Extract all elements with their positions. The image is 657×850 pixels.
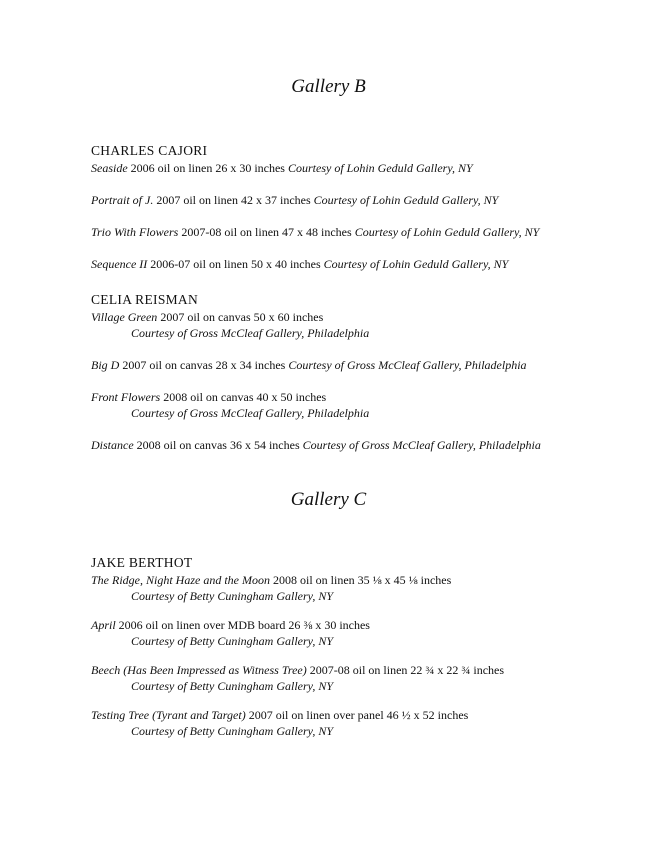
artwork-courtesy: Courtesy of Betty Cuningham Gallery, NY — [131, 724, 333, 738]
artwork-entry — [91, 224, 611, 240]
artwork-details: 2008 oil on canvas 36 x 54 inches — [136, 438, 300, 452]
artwork-courtesy: Courtesy of Betty Cuningham Gallery, NY — [131, 634, 333, 648]
artwork-details: 2007 oil on linen over panel 46 ½ x 52 inches — [248, 708, 469, 722]
artwork-title: Village Green — [91, 310, 158, 324]
artist-block-cajori — [91, 143, 611, 272]
artwork-entry — [91, 572, 611, 604]
artwork-details: 2007 oil on canvas 28 x 34 inches — [122, 358, 286, 372]
artwork-details: 2007 oil on linen 42 x 37 inches — [156, 193, 311, 207]
artist-name: JAKE BERTHOT — [91, 555, 193, 570]
artist-name: CELIA REISMAN — [91, 292, 199, 307]
artwork-courtesy: Courtesy of Lohin Geduld Gallery, NY — [313, 193, 499, 207]
gallery-title: Gallery C — [290, 489, 367, 510]
artwork-details: 2008 oil on linen 35 ⅛ x 45 ⅛ inches — [272, 573, 452, 587]
artwork-details: 2007 oil on canvas 50 x 60 inches — [160, 310, 324, 324]
artwork-courtesy: Courtesy of Betty Cuningham Gallery, NY — [131, 589, 333, 603]
artist-block-berthot — [91, 555, 611, 739]
artwork-courtesy: Courtesy of Gross McCleaf Gallery, Philadelphia — [288, 358, 527, 372]
artwork-courtesy: Courtesy of Gross McCleaf Gallery, Philadelphia — [302, 438, 541, 452]
artwork-details: 2007-08 oil on linen 22 ¾ x 22 ¾ inches — [309, 663, 505, 677]
artwork-courtesy: Courtesy of Betty Cuningham Gallery, NY — [131, 679, 333, 693]
artwork-details: 2008 oil on canvas 40 x 50 inches — [163, 390, 327, 404]
artwork-courtesy: Courtesy of Gross McCleaf Gallery, Philadelphia — [131, 406, 370, 420]
artwork-courtesy: Courtesy of Lohin Geduld Gallery, NY — [354, 225, 540, 239]
artwork-entry — [91, 437, 611, 453]
artwork-title: April — [91, 618, 116, 632]
artwork-details: 2006-07 oil on linen 50 x 40 inches — [150, 257, 321, 271]
artwork-entry — [91, 617, 611, 649]
artwork-courtesy: Courtesy of Lohin Geduld Gallery, NY — [323, 257, 509, 271]
artwork-entry — [91, 256, 611, 272]
artwork-title: Seaside — [91, 161, 128, 175]
artwork-entry — [91, 707, 611, 739]
artwork-title: The Ridge, Night Haze and the Moon — [91, 573, 270, 587]
artwork-title: Front Flowers — [91, 390, 161, 404]
artwork-entry — [91, 192, 611, 208]
artwork-details: 2007-08 oil on linen 47 x 48 inches — [181, 225, 352, 239]
artist-block-reisman — [91, 292, 611, 453]
artwork-entry — [91, 309, 611, 341]
artwork-title: Trio With Flowers — [91, 225, 179, 239]
artwork-title: Distance — [91, 438, 134, 452]
artwork-details: 2006 oil on linen over MDB board 26 ⅜ x 30 inches — [118, 618, 370, 632]
artist-name: CHARLES CAJORI — [91, 143, 208, 158]
artwork-entry — [91, 357, 611, 373]
artwork-entry — [91, 389, 611, 421]
artwork-title: Portrait of J. — [91, 193, 154, 207]
gallery-title: Gallery B — [291, 76, 366, 97]
artwork-courtesy: Courtesy of Lohin Geduld Gallery, NY — [287, 161, 473, 175]
artwork-title: Beech (Has Been Impressed as Witness Tree) — [91, 663, 307, 677]
artwork-title: Sequence II — [91, 257, 148, 271]
artwork-details: 2006 oil on linen 26 x 30 inches — [130, 161, 285, 175]
artwork-entry — [91, 160, 611, 176]
artwork-courtesy: Courtesy of Gross McCleaf Gallery, Philadelphia — [131, 326, 370, 340]
artwork-entry — [91, 662, 611, 694]
artwork-title: Testing Tree (Tyrant and Target) — [91, 708, 246, 722]
artwork-title: Big D — [91, 358, 120, 372]
